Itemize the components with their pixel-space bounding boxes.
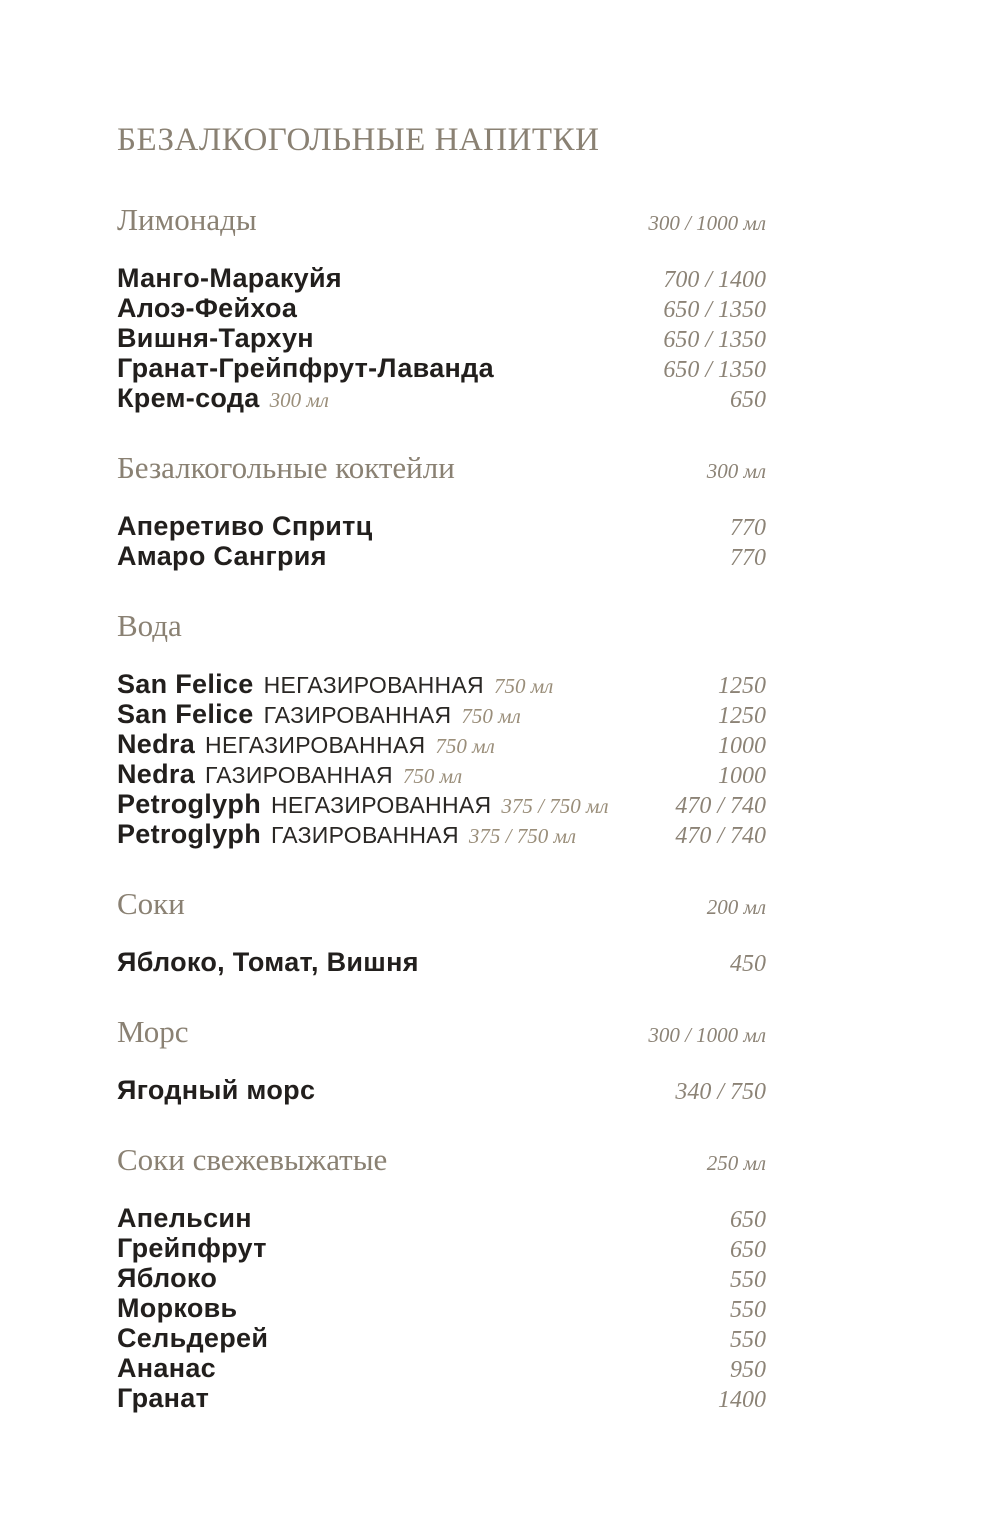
menu-item [117,263,766,293]
menu-section [117,1015,766,1105]
item-price: 950 [730,1357,766,1383]
item-name-group [117,729,495,761]
item-name: Ягодный морс [117,1075,316,1105]
menu-item [117,669,766,699]
menu-item [117,511,766,541]
item-volume: 375 / 750 мл [501,794,609,818]
item-price: 340 / 750 [675,1079,766,1105]
item-price: 650 / 1350 [663,297,766,323]
item-price: 1400 [718,1387,766,1413]
item-name-group [117,1263,217,1293]
section-volume: 300 / 1000 мл [648,211,766,235]
item-name-group [117,669,553,701]
item-list [117,947,766,977]
item-name: Морковь [117,1293,238,1323]
item-name: Алоэ-Фейхоа [117,293,298,323]
menu-item [117,1233,766,1263]
item-list [117,1075,766,1105]
menu-section [117,1143,766,1413]
item-price: 550 [730,1297,766,1323]
menu-item [117,819,766,849]
item-name: Гранат-Грейпфрут-Лаванда [117,353,494,383]
item-name-group [117,699,521,731]
item-name-group [117,1203,252,1233]
item-name-group [117,1323,268,1353]
section-title: Вода [117,608,182,643]
item-name-group [117,947,419,977]
item-descriptor: ГАЗИРОВАННАЯ [271,822,459,848]
page-title: БЕЗАЛКОГОЛЬНЫЕ НАПИТКИ [117,122,600,158]
menu-section [117,451,766,571]
section-volume: 250 мл [706,1151,766,1175]
item-descriptor: НЕГАЗИРОВАННАЯ [205,732,426,758]
item-name: Гранат [117,1383,210,1413]
item-list [117,263,766,413]
item-name-group [117,1293,237,1323]
item-volume: 300 мл [269,388,329,412]
item-name: San Felice [117,669,254,699]
item-name-group [117,293,297,323]
menu-section [117,203,766,413]
item-name-group [117,511,373,541]
item-price: 650 [730,1237,766,1263]
section-volume: 300 мл [706,459,766,483]
section-header [117,887,766,921]
item-price: 1000 [718,763,766,789]
item-price: 770 [730,515,766,541]
item-price: 1250 [718,673,766,699]
item-name: Вишня-Тархун [117,323,314,353]
menu-item [117,947,766,977]
item-name: Яблоко, Томат, Вишня [117,947,419,977]
item-list [117,511,766,571]
item-price: 550 [730,1267,766,1293]
section-title: Соки свежевыжатые [117,1142,388,1177]
item-name: Nedra [117,729,196,759]
menu-item [117,383,766,413]
item-name-group [117,1353,216,1383]
menu-sections [117,203,766,1413]
menu-item [117,1075,766,1105]
item-price: 470 / 740 [675,793,766,819]
menu-item [117,1263,766,1293]
section-header [117,609,766,643]
menu-item [117,1293,766,1323]
item-descriptor: НЕГАЗИРОВАННАЯ [271,792,492,818]
menu-item [117,1203,766,1233]
menu-item [117,1353,766,1383]
item-name-group [117,541,327,571]
item-volume: 750 мл [493,674,554,698]
item-name-group [117,263,342,293]
menu-item [117,293,766,323]
item-name-group [117,759,462,791]
menu-item [117,541,766,571]
section-title: Безалкогольные коктейли [117,450,455,485]
item-name: Nedra [117,759,196,789]
section-volume: 300 / 1000 мл [648,1023,766,1047]
item-descriptor: НЕГАЗИРОВАННАЯ [263,672,484,698]
menu-item [117,1383,766,1413]
item-name: Ананас [117,1353,216,1383]
item-descriptor: ГАЗИРОВАННАЯ [205,762,393,788]
menu-section [117,887,766,977]
item-name-group [117,789,609,821]
item-volume: 750 мл [402,764,463,788]
item-name: Petroglyph [117,789,262,819]
item-name-group [117,819,576,851]
item-price: 470 / 740 [675,823,766,849]
item-list [117,669,766,849]
section-volume: 200 мл [706,895,766,919]
menu-item [117,1323,766,1353]
item-price: 650 [730,387,766,413]
item-volume: 750 мл [461,704,521,728]
menu-item [117,353,766,383]
item-name: Аперетиво Спритц [117,511,373,541]
menu-item [117,699,766,729]
item-descriptor: ГАЗИРОВАННАЯ [263,702,452,728]
item-name-group [117,1233,267,1263]
item-price: 550 [730,1327,766,1353]
menu-item [117,759,766,789]
item-name: Крем-сода [117,383,260,413]
item-name: Амаро Сангрия [117,541,327,571]
section-header [117,203,766,237]
section-header [117,1143,766,1177]
item-name: Грейпфрут [117,1233,267,1263]
item-price: 770 [730,545,766,571]
item-list [117,1203,766,1413]
item-volume: 750 мл [435,734,495,758]
item-price: 650 / 1350 [663,327,766,353]
item-name: San Felice [117,699,254,729]
item-name: Petroglyph [117,819,262,849]
item-price: 650 [730,1207,766,1233]
item-price: 450 [730,951,766,977]
menu-item [117,729,766,759]
section-header [117,1015,766,1049]
item-name-group [117,323,314,353]
item-name-group [117,353,494,383]
menu-item [117,789,766,819]
section-header [117,451,766,485]
menu-section [117,609,766,849]
item-name: Апельсин [117,1203,252,1233]
section-title: Лимонады [117,202,257,237]
item-name: Манго-Маракуйя [117,263,342,293]
menu-item [117,323,766,353]
item-price: 650 / 1350 [663,357,766,383]
item-name: Яблоко [117,1263,218,1293]
section-title: Соки [117,886,185,921]
item-name: Сельдерей [117,1323,269,1353]
section-title: Морс [117,1014,189,1049]
item-name-group [117,383,329,415]
item-name-group [117,1383,209,1413]
item-price: 1250 [718,703,766,729]
item-name-group [117,1075,315,1105]
item-price: 700 / 1400 [663,267,766,293]
item-volume: 375 / 750 мл [468,824,577,848]
item-price: 1000 [718,733,766,759]
